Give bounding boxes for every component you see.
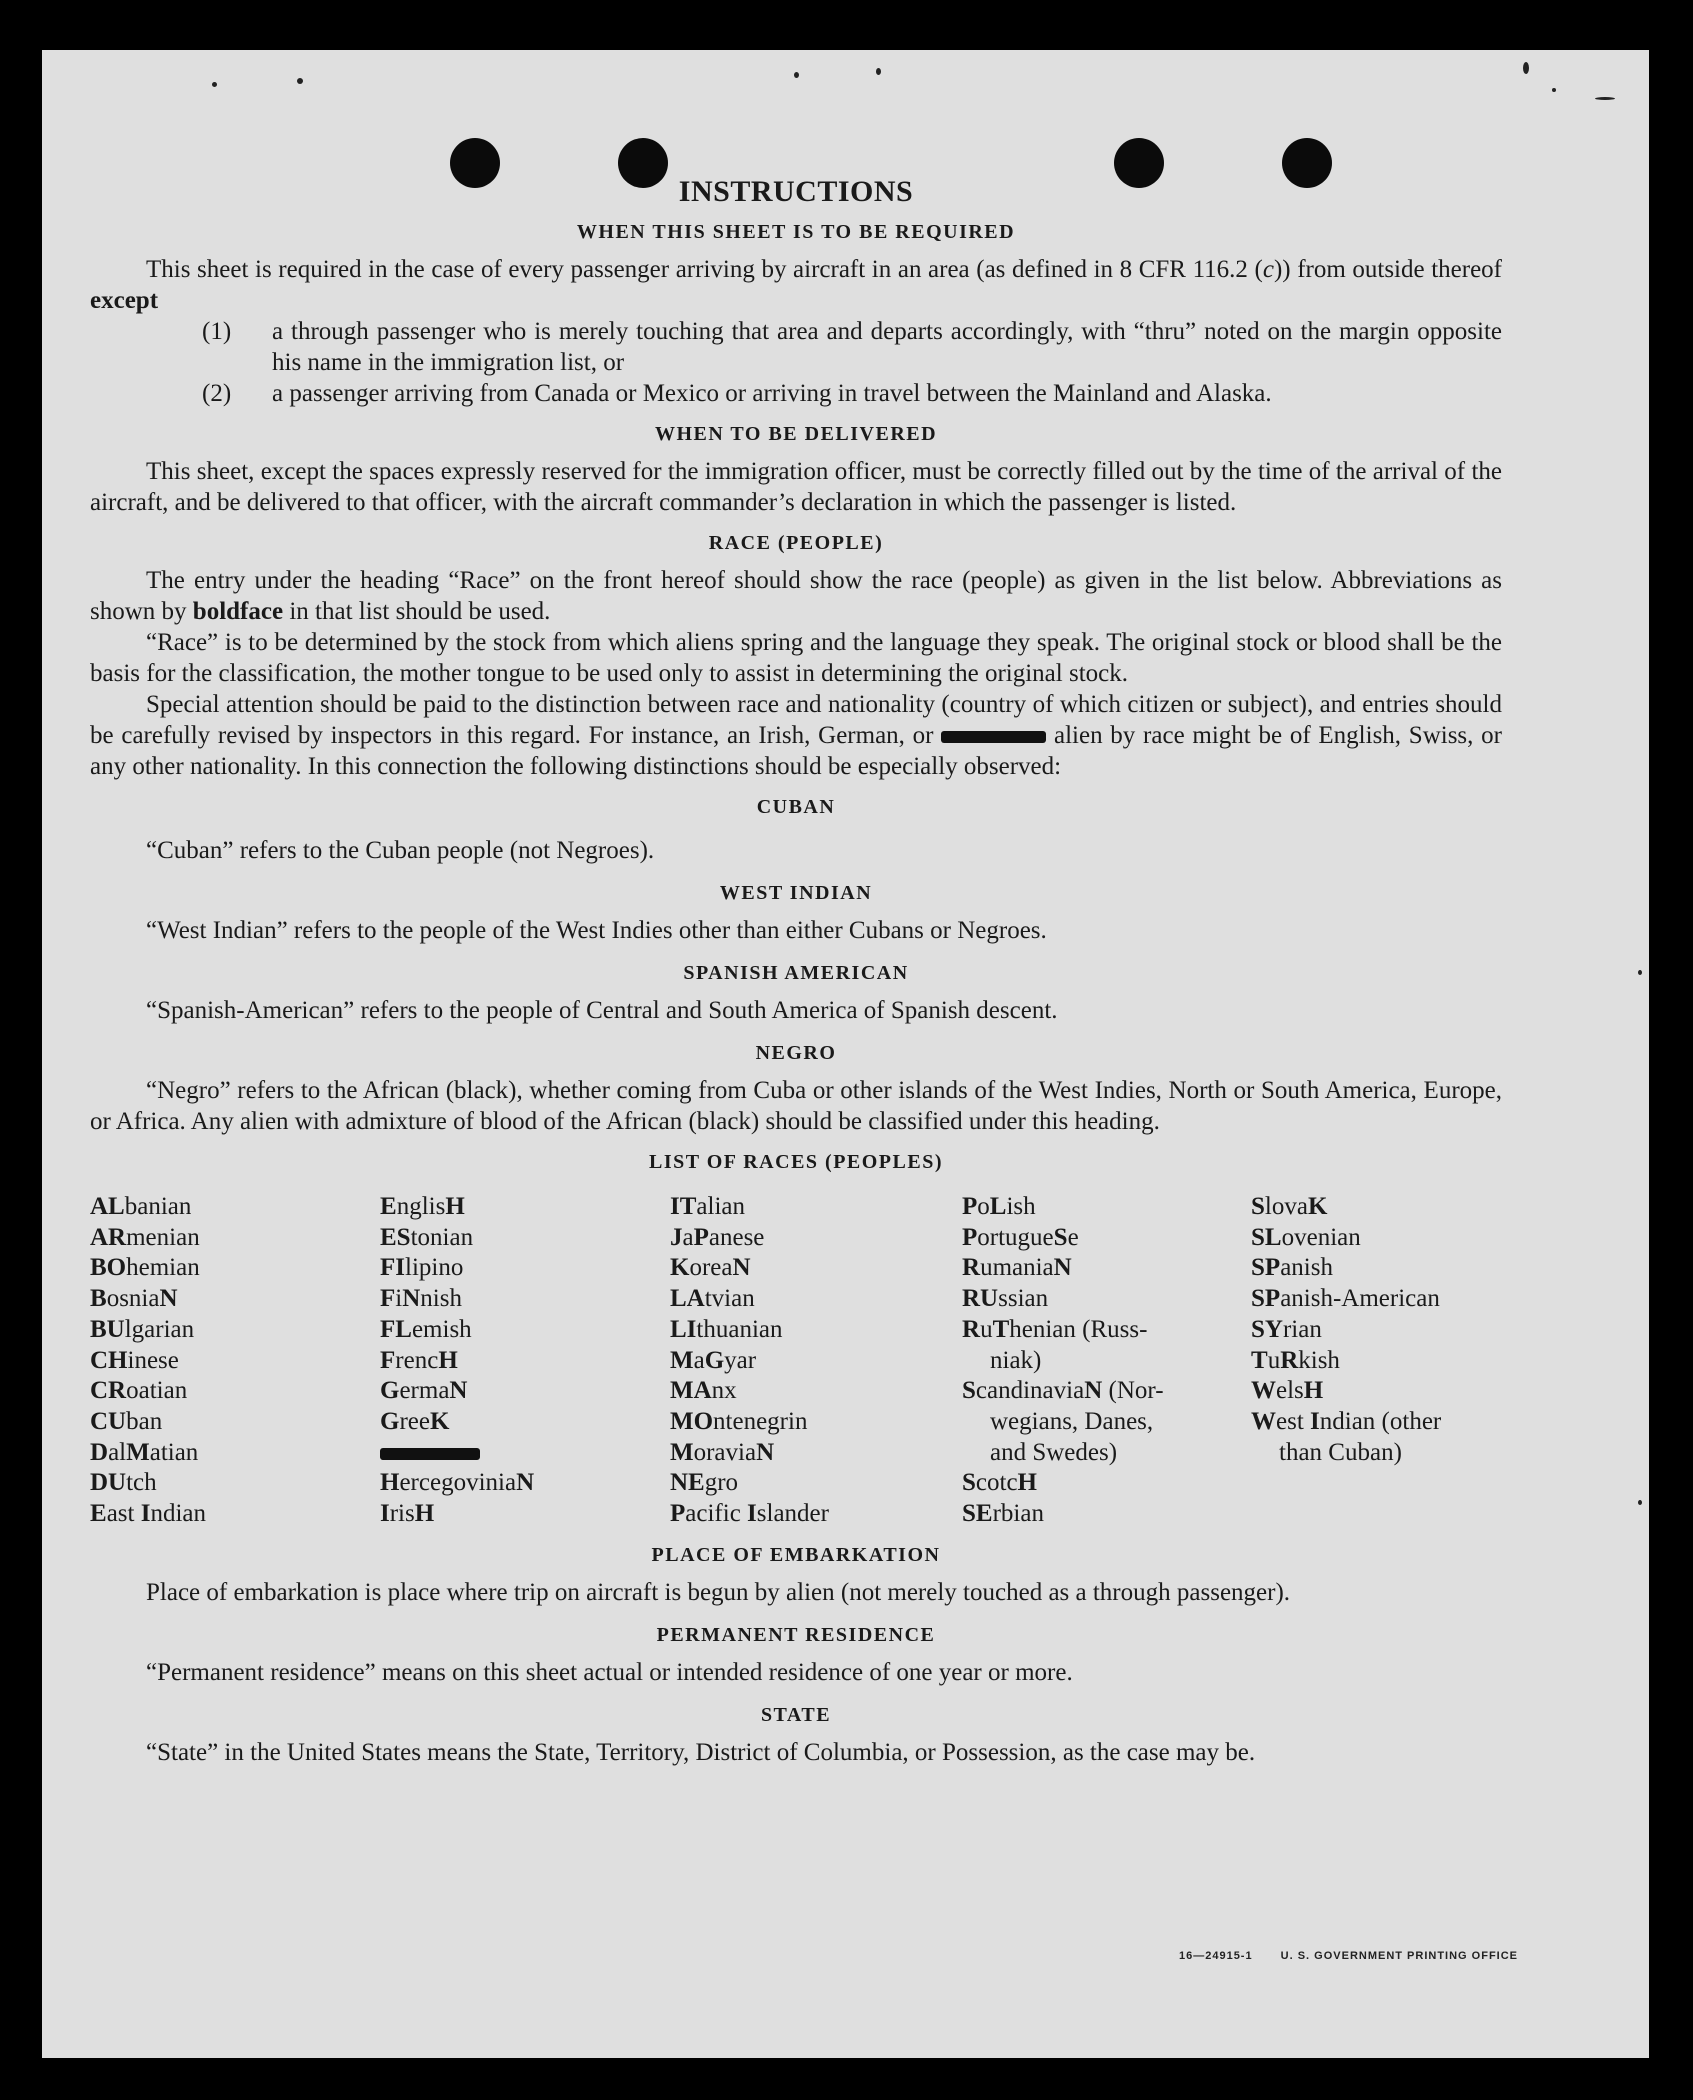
race-name-part: est [1276,1407,1311,1435]
race-abbrev: I [1310,1407,1320,1435]
race-abbrev: F [380,1285,396,1313]
race-entry [962,1315,1251,1346]
speck [212,82,217,87]
race-name-part: tonian [410,1223,474,1251]
race-abbrev: CU [90,1407,127,1435]
race-entry [90,1407,380,1438]
race-entry [670,1192,962,1223]
race-entry [670,1253,962,1284]
race-entry [380,1223,670,1254]
race-abbrev: B [90,1285,107,1313]
race-name-part: tvian [704,1285,755,1313]
race-entry [380,1468,670,1499]
race-name-part: alian [696,1193,745,1220]
race-abbrev: H [445,1193,465,1220]
race-abbrev: D [90,1438,109,1466]
race-name-part: nish [420,1285,462,1313]
race-abbrev: AL [90,1193,125,1220]
race-abbrev: N [516,1469,535,1497]
speck [876,68,881,75]
when-required-intro: This sheet is required in the case of every passenger arriving by aircraft in an area (as defined in 8 CFR 116.2 (c)) from outside thereof except [90,256,1502,314]
race-name-part: menian [126,1223,200,1251]
race-name-part: lova [1264,1193,1308,1220]
races-column-3 [670,1192,962,1530]
race-abbrev: I [380,1500,390,1528]
race-entry [1251,1407,1502,1438]
race-name-part: kish [1298,1346,1340,1374]
race-entry [1251,1438,1502,1469]
race-abbrev: M [670,1438,694,1466]
race-name-part: u [1267,1346,1281,1374]
race-name-part: banian [124,1193,192,1220]
race-entry [962,1223,1251,1254]
race-name-part: hemian [126,1254,200,1282]
race-entry [90,1468,380,1499]
race-abbrev: I [140,1500,151,1528]
race-name-part: nglis [396,1193,446,1220]
race-entry [962,1253,1251,1284]
when-delivered-text: This sheet, except the spaces expressly reserved for the immigration officer, must be correctly filled out by the time of the arrival of the aircraft, and be delivered to that officer, with the aircraft commander’s declaration in which the passenger is listed. [90,458,1502,516]
race-entry [90,1284,380,1315]
races-column-1 [90,1192,380,1530]
race-entry [380,1253,670,1284]
race-entry [380,1376,670,1407]
race-entry [380,1192,670,1223]
race-abbrev: DU [90,1469,127,1497]
race-entry [380,1407,670,1438]
race-abbrev: P [962,1193,978,1220]
race-abbrev: F [380,1346,396,1374]
race-entry [90,1315,380,1346]
race-name-part: a [682,1223,694,1251]
race-entry [962,1346,1251,1377]
race-name-part: tch [126,1469,157,1497]
race-name-part: renc [395,1346,439,1374]
race-name-part: atian [149,1438,199,1466]
race-abbrev: M [126,1438,150,1466]
race-entry [670,1223,962,1254]
print-code [1179,1950,1518,1962]
race-entry [90,1438,380,1469]
instructions-body [90,170,1502,1768]
redaction-mark [380,1448,480,1460]
race-abbrev: AR [90,1223,127,1251]
section-heading-embarkation: PLACE OF EMBARKATION [651,1543,941,1566]
race-entry [90,1253,380,1284]
race-name-part: e [1067,1223,1079,1251]
race-entry [1251,1253,1502,1284]
speck [1552,88,1556,92]
race-entry [1251,1192,1502,1223]
race-entry [380,1315,670,1346]
race-abbrev: E [90,1500,107,1528]
state-text: “State” in the United States means the State, Territory, District of Columbia, or Possession, as the case may be. [146,1738,1256,1766]
race-name-part: nx [711,1377,737,1405]
race-entry [670,1346,962,1377]
race-entry [380,1284,670,1315]
race-abbrev: M [670,1346,694,1374]
race-abbrev: W [1251,1407,1276,1435]
race-entry [90,1499,380,1530]
race-name-part: ovenian [1281,1223,1361,1251]
race-abbrev: P [693,1223,709,1251]
race-name-part: cotc [975,1469,1018,1497]
section-heading-negro: NEGRO [755,1042,837,1064]
race-abbrev: K [670,1254,690,1282]
race-name-part: ban [126,1407,163,1435]
race-name-part: osnia [106,1285,160,1313]
exception-item-1: (1) a through passenger who is merely touching that area and departs accordingly, with “thru” noted on the margin opposite his name in the immigration list, or [202,318,1502,376]
race-name-part: and Swedes) [990,1438,1118,1466]
negro-text: “Negro” refers to the African (black), whether coming from Cuba or other islands of the West Indies, North or South America, Europe, or Africa. Any alien with admixture of blood of the African (black) should be classified under this heading. [90,1077,1502,1135]
races-column-5 [1251,1192,1502,1530]
race-name-part: a [693,1346,705,1374]
race-entry [90,1346,380,1377]
race-abbrev: G [380,1377,400,1405]
race-abbrev: SE [962,1500,993,1528]
speck [794,72,799,78]
race-abbrev: G [704,1346,725,1374]
race-abbrev: W [1251,1377,1276,1405]
race-name-part: o [977,1193,990,1220]
race-name-part: than Cuban) [1279,1438,1402,1466]
race-abbrev: N [402,1285,421,1313]
race-entry [1251,1223,1502,1254]
race-entry [670,1315,962,1346]
form-number: 16—24915-1 [1178,1950,1253,1962]
race-abbrev: CH [90,1346,128,1374]
race-abbrev: RU [962,1285,999,1313]
speck [1595,97,1615,100]
race-abbrev: S [1251,1193,1265,1220]
race-abbrev: FI [380,1254,405,1282]
race-abbrev: NE [670,1469,705,1497]
race-abbrev: N [1053,1254,1072,1282]
race-abbrev: R [962,1315,981,1343]
races-column-4 [962,1192,1251,1530]
race-paragraph-1: The entry under the heading “Race” on the front hereof should show the race (people) as given in the list below. Abbreviations as shown by boldface in that list should be used. [90,567,1502,625]
section-heading-list-of-races: LIST OF RACES (PEOPLES) [648,1151,943,1173]
race-abbrev: N [1084,1377,1103,1405]
race-entry [380,1499,670,1530]
race-entry [670,1284,962,1315]
race-abbrev: BO [90,1254,127,1282]
race-name-part: oravia [693,1438,757,1466]
race-entry [380,1346,670,1377]
race-entry [962,1407,1251,1438]
race-name-part: al [108,1438,127,1466]
race-name-part: ssian [998,1285,1049,1313]
section-heading-when-delivered: WHEN TO BE DELIVERED [654,423,938,445]
race-abbrev: P [670,1500,686,1528]
race-abbrev: IT [670,1193,697,1220]
race-name-part: ortugue [977,1223,1054,1251]
race-entry [380,1438,670,1469]
races-list [90,1192,1502,1530]
page-title: INSTRUCTIONS [678,175,914,208]
race-entry [962,1192,1251,1223]
cuban-text: “Cuban” refers to the Cuban people (not Negroes). [146,837,655,864]
race-abbrev: R [962,1254,981,1282]
race-name-part: ndian (other [1319,1407,1442,1435]
race-name-part: niak) [990,1346,1042,1374]
spanish-american-text: “Spanish-American” refers to the people of Central and South America of Spanish descent. [146,997,1058,1024]
race-abbrev: K [429,1407,450,1435]
race-abbrev: H [1017,1469,1037,1497]
race-entry [670,1438,962,1469]
race-entry [962,1499,1251,1530]
race-paragraph-2: “Race” is to be determined by the stock from which aliens spring and the language they speak. The original stock or blood shall be the basis for the classification, the mother tongue to be used only to assist in determining the original stock. [90,629,1502,687]
race-abbrev: CR [90,1377,127,1405]
section-heading-spanish-american: SPANISH AMERICAN [683,962,909,984]
race-abbrev: N [732,1254,751,1282]
race-abbrev: S [1053,1223,1068,1251]
race-entry [670,1468,962,1499]
race-entry [1251,1284,1502,1315]
race-name-part: rbian [992,1500,1044,1528]
race-entry [90,1376,380,1407]
race-name-part: oatian [126,1377,188,1405]
race-name-part: els [1276,1377,1304,1405]
race-entry [962,1376,1251,1407]
race-abbrev: SP [1251,1285,1281,1313]
race-name-part: henian (Russ- [1009,1315,1148,1343]
race-abbrev: H [414,1500,435,1528]
race-entry [670,1376,962,1407]
race-abbrev: H [380,1469,400,1497]
race-abbrev: LA [670,1285,705,1313]
west-indian-text: “West Indian” refers to the people of the West Indies other than either Cubans or Negroes. [146,917,1047,944]
race-name-part: emish [411,1315,472,1343]
race-abbrev: N [449,1377,468,1405]
race-entry [90,1223,380,1254]
race-name-part: ish [1006,1193,1036,1220]
race-abbrev: SP [1251,1254,1281,1282]
races-column-2 [380,1192,670,1530]
embarkation-text: Place of embarkation is place where trip on aircraft is begun by alien (not merely touched as a through passenger). [146,1578,1291,1606]
race-name-part: (Nor- [1102,1377,1164,1405]
race-name-part: orea [689,1254,733,1282]
race-abbrev: N [159,1285,178,1313]
race-name-part: wegians, Danes, [990,1407,1154,1435]
printer-name: U. S. GOVERNMENT PRINTING OFFICE [1280,1950,1518,1962]
race-abbrev: SY [1251,1315,1283,1343]
race-abbrev: K [1307,1193,1328,1220]
race-name-part: lipino [405,1254,464,1282]
race-name-part: ndian [150,1500,206,1528]
race-name-part: ris [389,1500,415,1528]
race-name-part: ast [106,1500,141,1528]
race-entry [962,1438,1251,1469]
race-name-part: gro [704,1469,739,1497]
section-heading-west-indian: WEST INDIAN [719,882,873,904]
race-abbrev: S [962,1469,976,1497]
race-abbrev: LI [670,1315,697,1343]
race-name-part: inese [127,1346,179,1374]
race-abbrev: FL [380,1315,412,1343]
race-entry [962,1468,1251,1499]
race-abbrev: MA [670,1377,712,1405]
race-abbrev: SL [1251,1223,1282,1251]
section-heading-state: STATE [760,1703,832,1726]
race-abbrev: J [670,1223,683,1251]
race-entry [1251,1346,1502,1377]
race-name-part: yar [724,1346,757,1374]
race-name-part: rian [1282,1315,1322,1343]
race-name-part: ree [399,1407,430,1435]
race-abbrev: H [438,1346,458,1374]
race-abbrev: L [989,1193,1007,1220]
race-name-part: erma [399,1377,450,1405]
race-name-part: anish-American [1280,1285,1440,1313]
race-abbrev: P [962,1223,978,1251]
race-abbrev: MO [670,1407,714,1435]
race-name-part: ntenegrin [713,1407,808,1435]
race-abbrev: I [747,1500,757,1528]
speck [297,78,303,84]
race-name-part: thuanian [696,1315,783,1343]
race-name-part: u [980,1315,993,1343]
race-name-part: anish [1280,1254,1333,1282]
speck [1523,62,1529,74]
race-abbrev: T [992,1315,1010,1343]
race-name-part: i [395,1285,403,1313]
race-abbrev: H [1303,1377,1324,1405]
race-name-part: slander [756,1500,829,1528]
residence-text: “Permanent residence” means on this sheet actual or intended residence of one year or more. [146,1658,1073,1686]
speck [1638,970,1642,975]
race-abbrev: E [380,1193,397,1220]
race-name-part: umania [980,1254,1054,1282]
section-heading-when-required: WHEN THIS SHEET IS TO BE REQUIRED [576,221,1016,243]
race-abbrev: ES [380,1223,411,1251]
redaction-mark [941,731,1046,743]
speck [1638,1500,1642,1505]
race-abbrev: R [1280,1346,1299,1374]
race-entry [1251,1315,1502,1346]
exception-item-2: (2) a passenger arriving from Canada or Mexico or arriving in travel between the Mainland and Alaska. [202,380,1272,407]
section-heading-race: RACE (PEOPLE) [708,532,884,554]
race-name-part: anese [708,1223,765,1251]
race-name-part: lgarian [124,1315,195,1343]
race-paragraph-3: Special attention should be paid to the distinction between race and nationality (country of which citizen or subject), and entries should be carefully revised by inspectors in this regard. For instance, an Irish, German, or alien by race might be of English, Swiss, or any other nationality. In this connection the following distinctions should be especially observed: [90,691,1502,780]
race-entry [670,1499,962,1530]
race-abbrev: S [962,1377,976,1405]
race-abbrev: N [756,1438,775,1466]
race-entry [670,1407,962,1438]
race-entry [1251,1376,1502,1407]
race-name-part: ercegovinia [399,1469,517,1497]
race-abbrev: G [380,1407,400,1435]
section-heading-cuban: CUBAN [756,796,836,818]
race-name-part: candinavia [975,1377,1085,1405]
race-entry [962,1284,1251,1315]
race-name-part: acific [685,1500,748,1528]
race-abbrev: T [1251,1346,1268,1374]
race-abbrev: BU [90,1315,125,1343]
race-entry [90,1192,380,1223]
section-heading-residence: PERMANENT RESIDENCE [656,1623,936,1646]
